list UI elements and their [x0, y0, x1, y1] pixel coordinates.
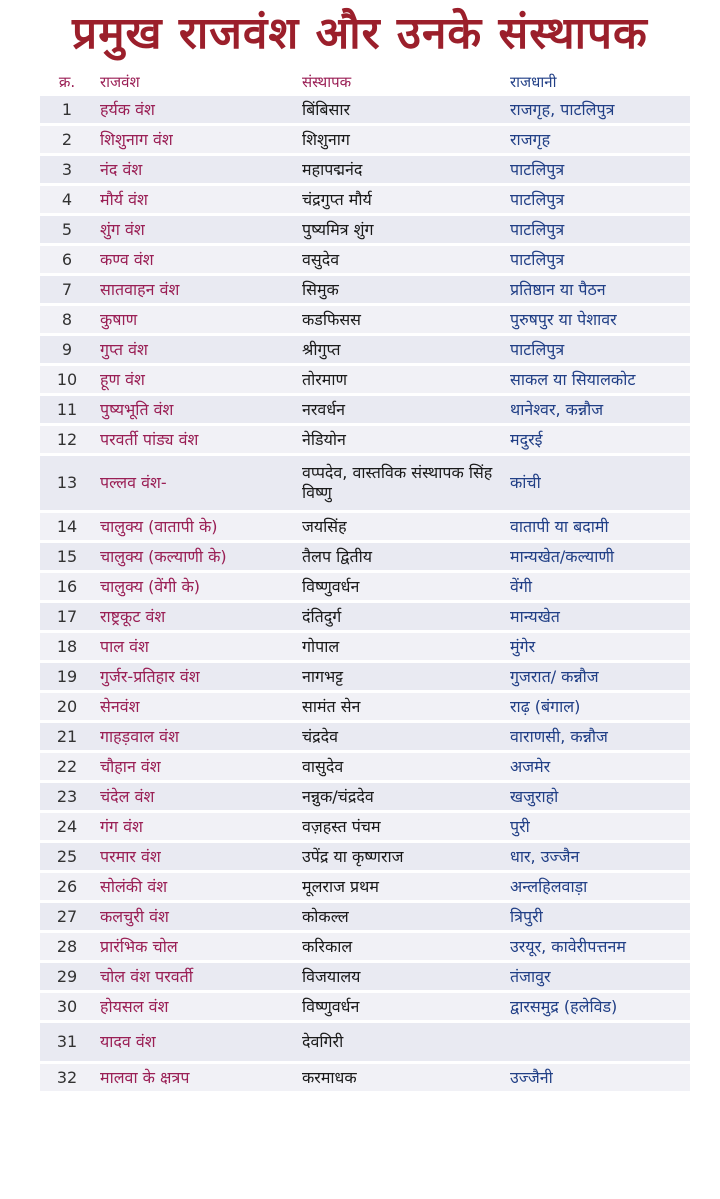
table-row — [40, 783, 690, 810]
row-founder: विष्णुवर्धन — [296, 993, 504, 1020]
row-capital: वाराणसी, कन्नौज — [504, 723, 690, 750]
table-row — [40, 543, 690, 570]
row-founder: जयसिंह — [296, 513, 504, 540]
row-founder: वप्पदेव, वास्तविक संस्थापक सिंह विष्णु — [296, 456, 504, 510]
row-number: 26 — [40, 873, 94, 900]
row-dynasty: प्रारंभिक चोल — [94, 933, 296, 960]
row-founder: चंद्रगुप्त मौर्य — [296, 186, 504, 213]
row-number: 3 — [40, 156, 94, 183]
table-row — [40, 573, 690, 600]
table-row — [40, 1023, 690, 1061]
row-founder: कोकल्ल — [296, 903, 504, 930]
row-dynasty: गुप्त वंश — [94, 336, 296, 363]
row-founder: वज़हस्त पंचम — [296, 813, 504, 840]
row-dynasty: पुष्यभूति वंश — [94, 396, 296, 423]
table-row — [40, 963, 690, 990]
row-founder: नेडियोन — [296, 426, 504, 453]
header-founder: संस्थापक — [302, 72, 352, 91]
row-dynasty: यादव वंश — [94, 1023, 296, 1061]
table-row — [40, 693, 690, 720]
row-capital: पुरुषपुर या पेशावर — [504, 306, 690, 333]
row-number: 2 — [40, 126, 94, 153]
row-number: 10 — [40, 366, 94, 393]
row-number: 18 — [40, 633, 94, 660]
row-dynasty: चोल वंश परवर्ती — [94, 963, 296, 990]
table-row — [40, 513, 690, 540]
row-capital: पाटलिपुत्र — [504, 216, 690, 243]
row-number: 22 — [40, 753, 94, 780]
row-number: 21 — [40, 723, 94, 750]
row-number: 12 — [40, 426, 94, 453]
row-capital: मदुरई — [504, 426, 690, 453]
row-founder: पुष्यमित्र शुंग — [296, 216, 504, 243]
table-row — [40, 873, 690, 900]
row-capital: राढ़ (बंगाल) — [504, 693, 690, 720]
table-row — [40, 633, 690, 660]
row-number: 17 — [40, 603, 94, 630]
row-dynasty: चंदेल वंश — [94, 783, 296, 810]
row-dynasty: कुषाण — [94, 306, 296, 333]
row-number: 32 — [40, 1064, 94, 1091]
table-row — [40, 1064, 690, 1091]
row-dynasty: शिशुनाग वंश — [94, 126, 296, 153]
row-number: 16 — [40, 573, 94, 600]
table-row — [40, 156, 690, 183]
row-dynasty: गाहड़वाल वंश — [94, 723, 296, 750]
table-row — [40, 426, 690, 453]
row-dynasty: चालुक्य (कल्याणी के) — [94, 543, 296, 570]
row-founder: उपेंद्र या कृष्णराज — [296, 843, 504, 870]
row-dynasty: हर्यक वंश — [94, 96, 296, 123]
row-founder: तैलप द्वितीय — [296, 543, 504, 570]
row-dynasty: पाल वंश — [94, 633, 296, 660]
table-row — [40, 126, 690, 153]
row-dynasty: चालुक्य (वेंगी के) — [94, 573, 296, 600]
row-founder: नन्नुक/चंद्रदेव — [296, 783, 504, 810]
table-row — [40, 753, 690, 780]
table-header-row — [40, 71, 690, 93]
header-dynasty: राजवंश — [100, 72, 140, 91]
row-founder: तोरमाण — [296, 366, 504, 393]
row-capital: पाटलिपुत्र — [504, 336, 690, 363]
row-number: 4 — [40, 186, 94, 213]
row-number: 8 — [40, 306, 94, 333]
row-founder: सामंत सेन — [296, 693, 504, 720]
row-founder: नरवर्धन — [296, 396, 504, 423]
row-dynasty: पल्लव वंश- — [94, 456, 296, 510]
table-row — [40, 663, 690, 690]
row-founder: विजयालय — [296, 963, 504, 990]
row-capital: अजमेर — [504, 753, 690, 780]
table-row — [40, 843, 690, 870]
row-dynasty: कण्व वंश — [94, 246, 296, 273]
row-number: 13 — [40, 456, 94, 510]
row-number: 30 — [40, 993, 94, 1020]
row-founder: चंद्रदेव — [296, 723, 504, 750]
row-capital: थानेश्वर, कन्नौज — [504, 396, 690, 423]
row-founder: वसुदेव — [296, 246, 504, 273]
row-capital: उज्जैनी — [504, 1064, 690, 1091]
row-number: 29 — [40, 963, 94, 990]
row-dynasty: मालवा के क्षत्रप — [94, 1064, 296, 1091]
row-capital: त्रिपुरी — [504, 903, 690, 930]
header-num: क्र. — [58, 72, 76, 91]
row-number: 24 — [40, 813, 94, 840]
row-number: 9 — [40, 336, 94, 363]
row-number: 20 — [40, 693, 94, 720]
row-capital: साकल या सियालकोट — [504, 366, 690, 393]
row-number: 11 — [40, 396, 94, 423]
table-row — [40, 396, 690, 423]
row-founder: शिशुनाग — [296, 126, 504, 153]
row-founder: श्रीगुप्त — [296, 336, 504, 363]
row-number: 7 — [40, 276, 94, 303]
row-capital: धार, उज्जैन — [504, 843, 690, 870]
table-row — [40, 246, 690, 273]
row-capital: मान्यखेत — [504, 603, 690, 630]
row-capital: तंजावुर — [504, 963, 690, 990]
row-dynasty: सेनवंश — [94, 693, 296, 720]
table-row — [40, 456, 690, 510]
row-founder: वासुदेव — [296, 753, 504, 780]
table-row — [40, 723, 690, 750]
row-founder: मूलराज प्रथम — [296, 873, 504, 900]
row-founder: देवगिरी — [296, 1023, 504, 1061]
dynasty-table — [40, 68, 690, 1094]
row-founder: नागभट्ट — [296, 663, 504, 690]
table-row — [40, 306, 690, 333]
table-row — [40, 96, 690, 123]
row-number: 15 — [40, 543, 94, 570]
row-number: 23 — [40, 783, 94, 810]
row-number: 19 — [40, 663, 94, 690]
table-row — [40, 603, 690, 630]
table-row — [40, 903, 690, 930]
row-capital: वेंगी — [504, 573, 690, 600]
row-number: 31 — [40, 1023, 94, 1061]
table-row — [40, 993, 690, 1020]
row-dynasty: चौहान वंश — [94, 753, 296, 780]
row-number: 14 — [40, 513, 94, 540]
row-number: 5 — [40, 216, 94, 243]
table-row — [40, 276, 690, 303]
row-capital: प्रतिष्ठान या पैठन — [504, 276, 690, 303]
row-capital: अन्लहिलवाड़ा — [504, 873, 690, 900]
row-founder: गोपाल — [296, 633, 504, 660]
row-capital: वातापी या बदामी — [504, 513, 690, 540]
row-capital — [504, 1023, 690, 1061]
row-number: 25 — [40, 843, 94, 870]
row-dynasty: राष्ट्रकूट वंश — [94, 603, 296, 630]
row-dynasty: नंद वंश — [94, 156, 296, 183]
row-capital: मान्यखेत/कल्याणी — [504, 543, 690, 570]
row-dynasty: गुर्जर-प्रतिहार वंश — [94, 663, 296, 690]
row-capital: गुजरात/ कन्नौज — [504, 663, 690, 690]
row-founder: सिमुक — [296, 276, 504, 303]
table-row — [40, 336, 690, 363]
row-number: 6 — [40, 246, 94, 273]
row-capital: राजगृह, पाटलिपुत्र — [504, 96, 690, 123]
row-founder: महापद्मनंद — [296, 156, 504, 183]
row-number: 28 — [40, 933, 94, 960]
table-row — [40, 933, 690, 960]
row-capital: पाटलिपुत्र — [504, 186, 690, 213]
row-number: 1 — [40, 96, 94, 123]
row-dynasty: शुंग वंश — [94, 216, 296, 243]
page-title: प्रमुख राजवंश और उनके संस्थापक — [72, 8, 648, 59]
row-dynasty: मौर्य वंश — [94, 186, 296, 213]
row-founder: दंतिदुर्ग — [296, 603, 504, 630]
header-capital: राजधानी — [510, 72, 557, 91]
row-founder: करिकाल — [296, 933, 504, 960]
row-capital: खजुराहो — [504, 783, 690, 810]
row-dynasty: सातवाहन वंश — [94, 276, 296, 303]
table-row — [40, 216, 690, 243]
row-capital: मुंगेर — [504, 633, 690, 660]
row-capital: पाटलिपुत्र — [504, 156, 690, 183]
row-capital: पुरी — [504, 813, 690, 840]
row-capital: कांची — [504, 456, 690, 510]
row-founder: बिंबिसार — [296, 96, 504, 123]
row-dynasty: चालुक्य (वातापी के) — [94, 513, 296, 540]
table-row — [40, 813, 690, 840]
row-dynasty: परवर्ती पांड्य वंश — [94, 426, 296, 453]
row-capital: राजगृह — [504, 126, 690, 153]
table-row — [40, 366, 690, 393]
row-dynasty: सोलंकी वंश — [94, 873, 296, 900]
row-capital: द्वारसमुद्र (हलेविड) — [504, 993, 690, 1020]
row-dynasty: कलचुरी वंश — [94, 903, 296, 930]
row-founder: विष्णुवर्धन — [296, 573, 504, 600]
row-dynasty: हूण वंश — [94, 366, 296, 393]
row-founder: करमाधक — [296, 1064, 504, 1091]
table-row — [40, 186, 690, 213]
row-dynasty: होयसल वंश — [94, 993, 296, 1020]
row-capital: उरयूर, कावेरीपत्तनम — [504, 933, 690, 960]
row-dynasty: गंग वंश — [94, 813, 296, 840]
row-dynasty: परमार वंश — [94, 843, 296, 870]
row-capital: पाटलिपुत्र — [504, 246, 690, 273]
row-founder: कडफिसस — [296, 306, 504, 333]
table-body — [40, 71, 690, 1091]
row-number: 27 — [40, 903, 94, 930]
